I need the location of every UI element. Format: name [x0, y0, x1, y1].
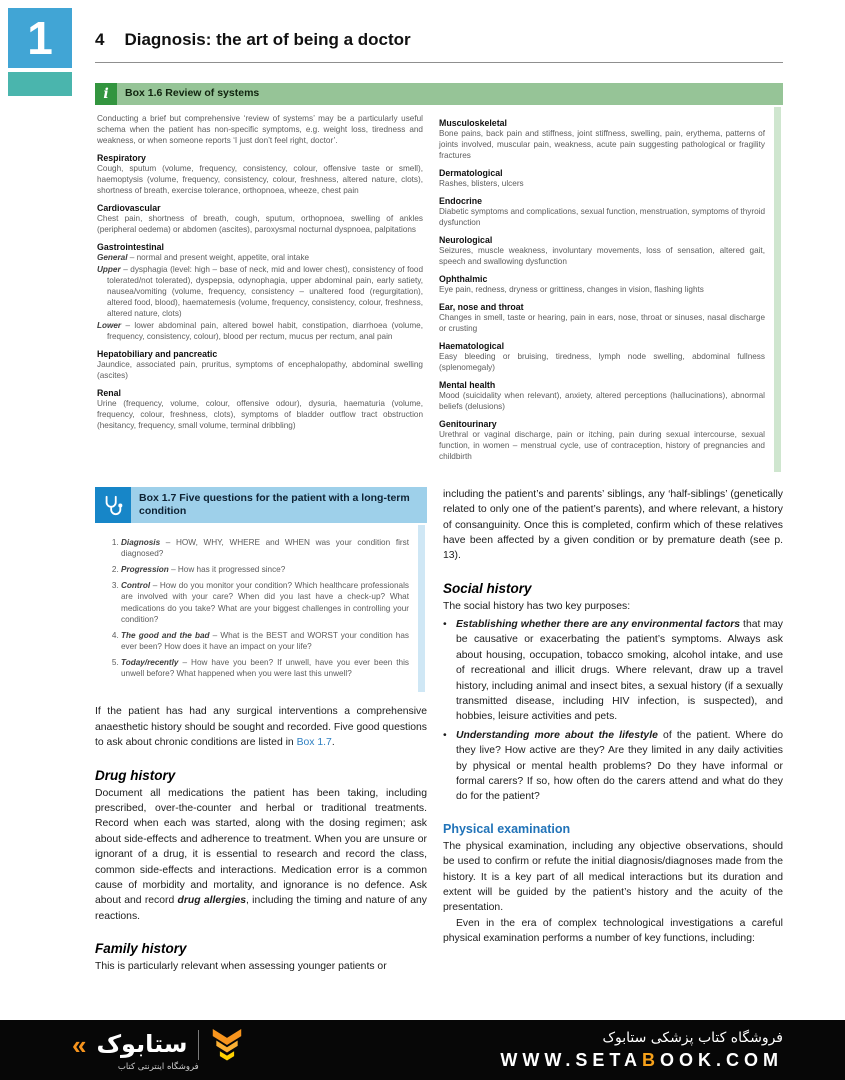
box-list-item: 5. Today/recently – How have you been? If unwell, have you ever been this unwell before? What happened when you were last this unwell? [121, 657, 409, 679]
box-1-6 [95, 83, 783, 474]
box-subsection-lead: Lower [97, 320, 126, 330]
box-section-text: Lower – lower abdominal pain, altered bowel habit, constipation, diarrhoea (volume, frequency, consistency, colour), blood per rectum, mucus per rectum, anal pain [97, 320, 423, 341]
box-section-heading: Mental health [439, 379, 496, 390]
box-section-text: Cough, sputum (volume, frequency, consistency, colour, offensive taste or smell), haemoptysis (volume, frequency, consistency, colour, freshness, altered nature, clots), shortness of breath, exercise tolerance, orthopnoea, wheeze, chest pain [97, 163, 423, 195]
text-segment: , including the timing and nature of any reactions. [95, 895, 428, 922]
box-1-6-right-sections [439, 118, 765, 463]
box-section-text: Rashes, blisters, ulcers [439, 178, 524, 188]
info-icon: i [95, 83, 117, 105]
text-segment: Even in the era of complex technological investigations a careful physical examination performs a number of key functions, including: [443, 917, 783, 945]
text-segment: drug allergies [177, 895, 247, 907]
box-section-heading: Renal [97, 387, 121, 398]
brand-name-farsi: ستابوک [96, 1030, 188, 1059]
drug-history-heading: Drug history [95, 767, 176, 783]
box-subsection-lead: General [97, 252, 130, 262]
footer-tagline-farsi: فروشگاه اینترنتی کتاب [117, 1061, 199, 1072]
body-columns [95, 487, 783, 975]
box-section-heading: Dermatological [439, 167, 503, 178]
box-section-heading: Endocrine [439, 195, 483, 206]
setabook-logo [72, 1029, 245, 1061]
box-section-text: Seizures, muscle weakness, involuntary movements, loss of sensation, altered gait, speech and swallowing dysfunction [439, 245, 765, 266]
text-segment: of the patient. Where do they live? How active are they? Are they limited in any daily activities by physical or mental health problems? Do they have informal or formal carers? If so, how often do the carers attend and what do they do for the patient? [456, 729, 783, 803]
box-section-heading: Musculoskeletal [439, 118, 507, 128]
box-section-heading: Gastrointestinal [97, 241, 164, 252]
box-section-text: Changes in smell, taste or hearing, pain in ears, nose, throat or sinuses, nasal discharge or crusting [439, 312, 765, 333]
body-paragraph [443, 839, 783, 916]
box-section-text: Urethral or vaginal discharge, pain or itching, pain during sexual intercourse, sexual function, in women – menstrual cycle, use of contraception, history of pregnancies and childbirth [439, 429, 765, 461]
box-1-6-intro: Conducting a brief but comprehensive ‘review of systems’ may be a particularly useful schema when the patient has non-specific symptoms, e.g. weight loss, tiredness and weakness, or when someone reports ‘I just don’t feel right, doctor’. [97, 114, 423, 145]
box-list-item: 2. Progression – How has it progressed since? [121, 564, 409, 575]
box-1-6-left-column [97, 112, 423, 464]
body-paragraph [95, 786, 427, 925]
page-content [95, 0, 783, 975]
text-segment: Document all medications the patient has been taking, including prescribed, over-the-counter and herbal or traditional treatments. Record when each was started, along with the dosing regimen; ask about side-effects and adherence to treatment. When you are unsure or ignorant of a drug, it is essential to research and record the class, common side-effects and interactions. Medication error is a common cause of morbidity and mortality, and ignorance is no defence. Ask about and record [95, 787, 427, 907]
body-paragraph: The social history has two key purposes: [443, 600, 631, 612]
text-segment: If the patient has had any surgical interventions a comprehensive anaesthetic history should be sought and recorded. Five good questions to ask about chronic conditions are listed in [95, 706, 427, 749]
footer-logo-block[interactable] [72, 1029, 245, 1072]
box-list-item: 3. Control – How do you monitor your condition? Which healthcare professionals are involved with your care? When did you last have a check-up? What medications do you take? What are your biggest challenges in controlling your condition? [121, 580, 409, 625]
box-1-7-body [95, 523, 427, 695]
cross-reference-link[interactable]: Box 1.7 [296, 737, 332, 749]
page-header [95, 0, 783, 63]
social-history-heading: Social history [443, 580, 532, 596]
bullet-item [443, 728, 783, 805]
list-item-lead: Diagnosis [121, 537, 166, 547]
page-number: 4 [95, 30, 105, 49]
text-segment: including the patient’s and parents’ siblings, any ‘half-siblings’ (genetically related to only one of the patient’s parents), and where relevant, a history of consanguinity. Once this is completed, confirm which of these relatives have been affected by a given condition or by premature death (see p. 13). [443, 488, 783, 562]
box-1-7-title [131, 489, 427, 521]
logo-divider [198, 1030, 199, 1060]
box-section-heading: Hepatobiliary and pancreatic [97, 348, 218, 359]
text-segment: Understanding more about the lifestyle [456, 729, 658, 741]
chapter-tab-accent [8, 72, 72, 96]
page-title: Diagnosis: the art of being a doctor [124, 30, 411, 49]
setabook-chevrons-icon [209, 1029, 245, 1061]
box-section-text: Diabetic symptoms and complications, sexual function, menstruation, symptoms of thyroid dysfunction [439, 206, 765, 227]
text-segment: The physical examination, including any objective observations, should be used to confirm or refute the initial diagnosis/diagnoses made from the history. It is a key part of all medical interactions but its duration and extent will be guided by the patient’s history and the acuity of the presentation. [443, 840, 783, 914]
box-section-text: Eye pain, redness, dryness or grittiness, changes in vision, flashing lights [439, 284, 704, 294]
family-history-heading: Family history [95, 941, 187, 957]
text-segment: Establishing whether there are any environmental factors [456, 619, 741, 631]
social-history-bullets [443, 617, 783, 805]
list-item-lead: Control [121, 581, 153, 591]
box-section-text: Chest pain, shortness of breath, cough, sputum, orthopnoea, swelling of ankles (peripheral oedema) or abdomen (ascites), paroxysmal nocturnal dyspnoea, palpitations [97, 213, 423, 234]
box-subsection-lead: Upper [97, 264, 124, 274]
box-1-7-heading: Five questions for the patient with a long-term condition [139, 491, 410, 517]
box-1-6-left-sections [97, 153, 423, 432]
right-column [443, 487, 783, 975]
footer-contact-block [500, 1030, 783, 1071]
box-section-text: Urine (frequency, volume, colour, offensive odour), dysuria, haematuria (volume, frequency, colour, freshness, clots), symptoms of bladder outflow tract obstruction (hesitancy, frequency, small volume, terminal dribbling) [97, 398, 423, 430]
footer [0, 1020, 845, 1080]
body-paragraph [443, 487, 783, 564]
box-section-text: Mood (suicidality when relevant), anxiety, altered perceptions (hallucinations), abnormal beliefs (delusions) [439, 390, 765, 411]
bullet-text [456, 728, 783, 805]
left-column [95, 487, 427, 975]
list-item-lead: Progression [121, 565, 172, 575]
chapter-number: 1 [27, 12, 53, 64]
text-segment: B [642, 1049, 660, 1070]
list-item-lead: The good and the bad [121, 630, 213, 640]
bullet-icon: • [443, 729, 447, 741]
box-1-6-right-column [439, 112, 765, 464]
box-section-text: General – normal and present weight, appetite, oral intake [97, 252, 310, 262]
logo-chevron-left-icon: « [72, 1029, 87, 1060]
box-1-6-body [95, 105, 783, 474]
stethoscope-icon [95, 487, 131, 523]
box-1-7-header [95, 487, 427, 523]
bullet-icon: • [443, 619, 447, 631]
bullet-text [456, 617, 783, 725]
box-section-heading: Genitourinary [439, 418, 497, 429]
box-section-heading: Neurological [439, 234, 493, 245]
text-segment: This is particularly relevant when assessing younger patients or [95, 961, 387, 973]
list-item-lead: Today/recently [121, 658, 183, 668]
text-segment: WWW.SETA [500, 1049, 642, 1070]
box-1-6-title [117, 84, 267, 103]
box-1-7 [95, 487, 427, 695]
box-1-6-label: Box 1.6 [125, 87, 163, 100]
body-paragraph [443, 916, 783, 947]
box-1-6-heading: Review of systems [165, 87, 260, 100]
box-section-heading: Ear, nose and throat [439, 301, 524, 312]
box-1-7-label: Box 1.7 [139, 491, 177, 504]
box-list-item: 4. The good and the bad – What is the BEST and WORST your condition has ever been? How does it have an impact on your life? [121, 630, 409, 652]
box-section-heading: Cardiovascular [97, 202, 161, 213]
text-segment: OOK.COM [660, 1049, 783, 1070]
box-section-heading: Ophthalmic [439, 273, 488, 284]
box-section-heading: Haematological [439, 340, 505, 351]
chapter-tab [8, 8, 72, 68]
text-segment: that may be causative or exacerbating the patient’s symptoms. Always ask about housing, occupation, tobacco smoking, alcohol intake, and use of recreational and illicit drugs. Where relevant, draw up a travel history, including animal and insect bites, a sexual history (if a sexually transmitted disease, including HIV infection, is suspected), and hobbies, leisure activities and pets. [456, 619, 783, 723]
box-section-text: Bone pains, back pain and stiffness, joint stiffness, swelling, pain, erythema, patterns of joints involved, muscular pain, weakness, acute pain suggesting pathological or fragility fractures [439, 129, 765, 160]
body-paragraph [95, 959, 427, 974]
box-section-text: Easy bleeding or bruising, tiredness, lymph node swelling, abdominal fullness (splenomegaly) [439, 351, 765, 372]
box-1-6-header [95, 83, 783, 105]
text-segment: . [331, 737, 335, 749]
box-list-item: 1. Diagnosis – HOW, WHY, WHERE and WHEN was your condition first diagnosed? [121, 537, 409, 559]
physical-examination-heading: Physical examination [443, 821, 571, 836]
box-1-7-question-list [121, 537, 409, 680]
footer-store-name-farsi: فروشگاه کتاب پزشکی ستابوک [602, 1029, 783, 1046]
box-section-text: Jaundice, associated pain, pruritus, symptoms of encephalopathy, abdominal swelling (ascites) [97, 359, 423, 380]
bullet-item [443, 617, 783, 725]
box-section-heading: Respiratory [97, 152, 146, 163]
box-section-text: Upper – dysphagia (level: high – base of neck, mid and lower chest), consistency of food tolerated/not tolerated), dyspepsia, odynophagia, upper abdominal pain, early satiety, nausea/vomiting (volume, frequency, consistency – unaltered food (regurgitation), altered food, blood), haematemesis (volume, frequency, consistency, colour, freshness, altered nature, clots) [97, 264, 423, 318]
body-paragraph [95, 704, 427, 750]
website-url[interactable] [500, 1050, 783, 1071]
